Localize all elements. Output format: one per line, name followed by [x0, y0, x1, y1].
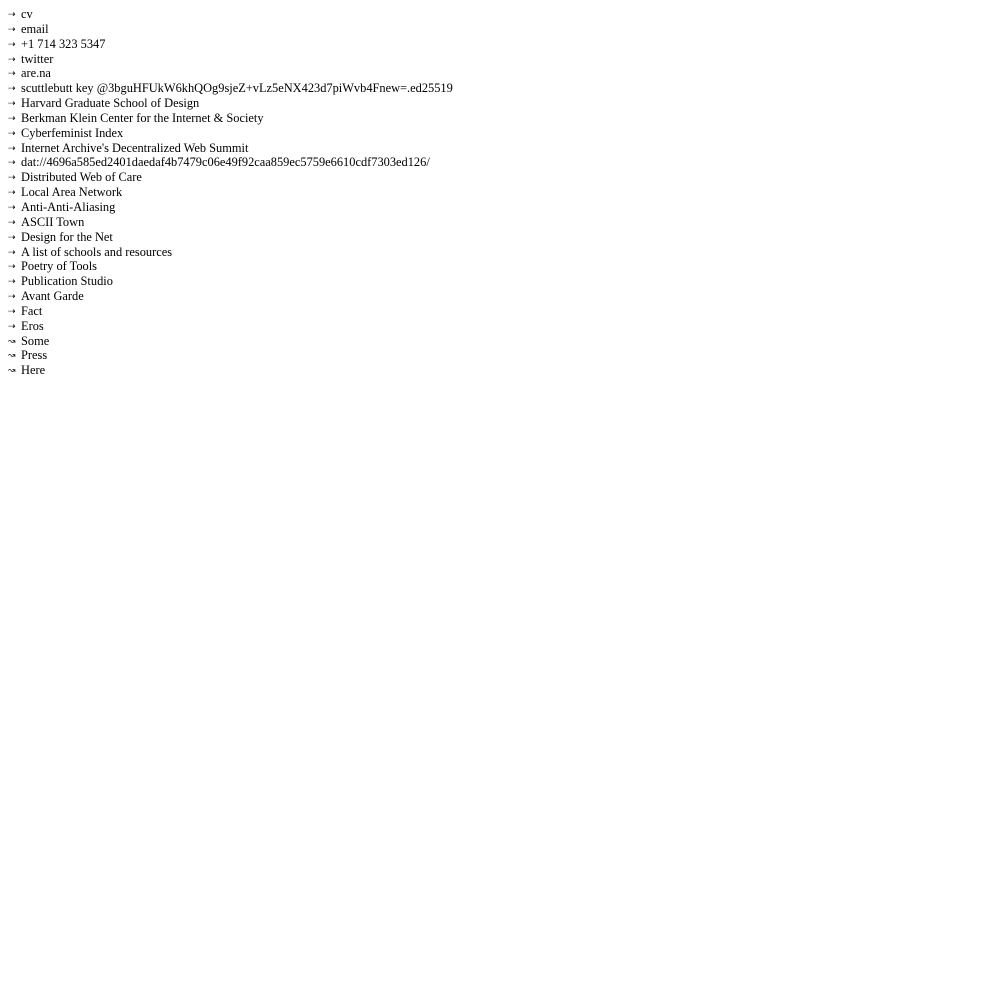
dashed-arrow-icon: ⇢ — [8, 39, 16, 50]
link-label[interactable]: email — [21, 21, 49, 36]
link-label[interactable]: Design for the Net — [21, 229, 113, 244]
dashed-arrow-icon: ⇢ — [8, 99, 16, 110]
link-label[interactable]: Press — [21, 348, 48, 363]
dashed-arrow-icon: ⇢ — [8, 262, 16, 273]
link-label[interactable]: +1 714 323 5347 — [21, 36, 106, 51]
dashed-arrow-icon: ⇢ — [8, 306, 16, 317]
link-label[interactable]: Eros — [21, 318, 44, 333]
link-item-fact[interactable] — [8, 304, 1000, 319]
link-item-email[interactable] — [8, 22, 1000, 37]
link-item-berkman-klein[interactable] — [8, 111, 1000, 126]
link-item-scuttlebutt-key[interactable] — [8, 81, 1000, 96]
dashed-arrow-icon: ⇢ — [8, 292, 16, 303]
link-list — [0, 0, 1000, 378]
dashed-arrow-icon: ⇢ — [8, 128, 16, 139]
link-label[interactable]: Anti-Anti-Aliasing — [21, 199, 116, 214]
dashed-arrow-icon: ⇢ — [8, 247, 16, 258]
link-item-ascii-town[interactable] — [8, 215, 1000, 230]
link-item-poetry-of-tools[interactable] — [8, 259, 1000, 274]
link-label[interactable]: Fact — [21, 303, 43, 318]
link-item-arena[interactable] — [8, 66, 1000, 81]
link-item-decentralized-web-summit[interactable] — [8, 141, 1000, 156]
link-item-eros[interactable] — [8, 319, 1000, 334]
dashed-arrow-icon: ⇢ — [8, 69, 16, 80]
dashed-arrow-icon: ⇢ — [8, 113, 16, 124]
dashed-arrow-icon: ⇢ — [8, 173, 16, 184]
link-label[interactable]: twitter — [21, 51, 54, 66]
link-item-cyberfeminist-index[interactable] — [8, 126, 1000, 141]
link-item-dat-address[interactable] — [8, 155, 1000, 170]
dashed-arrow-icon: ⇢ — [8, 202, 16, 213]
link-label[interactable]: cv — [21, 7, 33, 21]
dashed-arrow-icon: ⇢ — [8, 277, 16, 288]
dashed-arrow-icon: ⇢ — [8, 217, 16, 228]
dashed-arrow-icon: ⇢ — [8, 158, 16, 169]
link-item-publication-studio[interactable] — [8, 274, 1000, 289]
link-label[interactable]: Berkman Klein Center for the Internet & Society — [21, 110, 264, 125]
link-item-press[interactable] — [8, 348, 1000, 363]
link-item-twitter[interactable] — [8, 52, 1000, 67]
wave-arrow-icon: ↝ — [8, 366, 16, 377]
dashed-arrow-icon: ⇢ — [8, 10, 16, 20]
dashed-arrow-icon: ⇢ — [8, 321, 16, 332]
dashed-arrow-icon: ⇢ — [8, 84, 16, 95]
link-label[interactable]: dat://4696a585ed2401daedaf4b7479c06e49f92caa859ec5759e6610cdf7303ed126/ — [21, 155, 430, 170]
link-label[interactable]: Local Area Network — [21, 185, 123, 200]
link-item-here[interactable] — [8, 363, 1000, 378]
link-label[interactable]: scuttlebutt key @3bguHFUkW6khQOg9sjeZ+vLz5eNX423d7piWvb4Fnew=.ed25519 — [21, 81, 453, 96]
link-item-phone[interactable] — [8, 37, 1000, 52]
link-label[interactable]: ASCII Town — [21, 214, 85, 229]
dashed-arrow-icon: ⇢ — [8, 54, 16, 65]
link-label[interactable]: A list of schools and resources — [21, 244, 173, 259]
link-label[interactable]: Some — [21, 333, 50, 348]
dashed-arrow-icon: ⇢ — [8, 188, 16, 199]
dashed-arrow-icon: ⇢ — [8, 143, 16, 154]
link-label[interactable]: Internet Archive's Decentralized Web Summit — [21, 140, 249, 155]
link-label[interactable]: Harvard Graduate School of Design — [21, 96, 200, 111]
link-item-some[interactable] — [8, 334, 1000, 349]
link-label[interactable]: are.na — [21, 66, 51, 81]
dashed-arrow-icon: ⇢ — [8, 24, 16, 35]
link-item-cv[interactable] — [8, 7, 1000, 22]
link-item-schools-and-resources[interactable] — [8, 245, 1000, 260]
link-label[interactable]: Here — [21, 363, 46, 378]
link-item-distributed-web-of-care[interactable] — [8, 170, 1000, 185]
link-item-design-for-the-net[interactable] — [8, 230, 1000, 245]
wave-arrow-icon: ↝ — [8, 336, 16, 347]
dashed-arrow-icon: ⇢ — [8, 232, 16, 243]
link-label[interactable]: Distributed Web of Care — [21, 170, 142, 185]
link-label[interactable]: Avant Garde — [21, 289, 84, 304]
link-item-anti-anti-aliasing[interactable] — [8, 200, 1000, 215]
link-item-harvard-gsd[interactable] — [8, 96, 1000, 111]
link-label[interactable]: Publication Studio — [21, 274, 113, 289]
link-label[interactable]: Poetry of Tools — [21, 259, 98, 274]
link-item-avant-garde[interactable] — [8, 289, 1000, 304]
wave-arrow-icon: ↝ — [8, 351, 16, 362]
link-label[interactable]: Cyberfeminist Index — [21, 125, 124, 140]
link-item-local-area-network[interactable] — [8, 185, 1000, 200]
